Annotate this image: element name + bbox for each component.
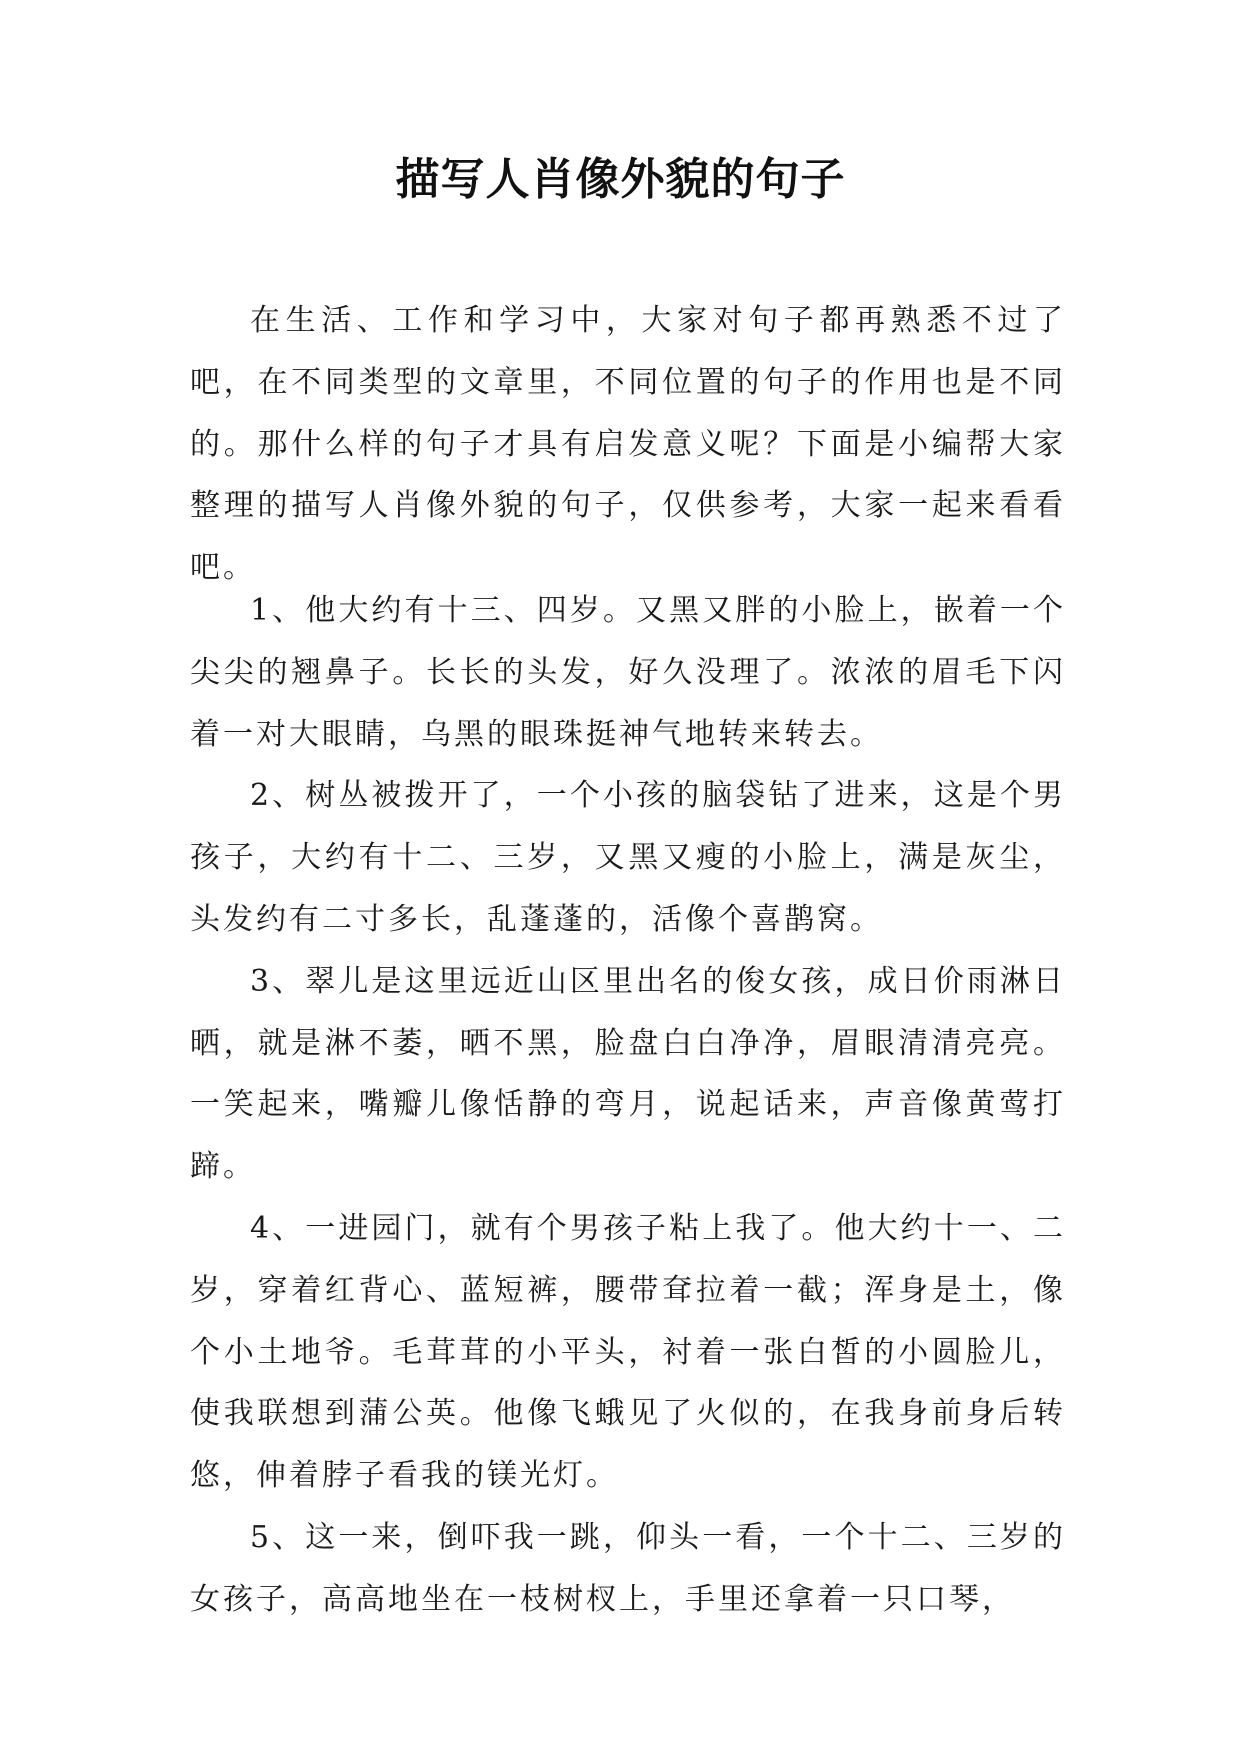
intro-section [190, 290, 1066, 599]
document-title: 描写人肖像外貌的句子 [395, 154, 846, 205]
intro-paragraph: 在生活、工作和学习中，大家对句子都再熟悉不过了吧，在不同类型的文章里，不同位置的句子的作用也是不同的。那什么样的句子才具有启发意义呢？下面是小编帮大家整理的描写人肖像外貌的句子，仅供参考，大家一起来看看吧。 [190, 303, 1066, 586]
sentence-list [190, 580, 1066, 1631]
sentence-item-4: 4、一进园门，就有个男孩子粘上我了。他大约十一、二岁，穿着红背心、蓝短裤，腰带耷拉着一截；浑身是土，像个小土地爷。毛茸茸的小平头，衬着一张白皙的小圆脸儿，使我联想到蒲公英。他像飞蛾见了火似的，在我身前身后转悠，伸着脖子看我的镁光灯。 [190, 1210, 1066, 1494]
sentence-item-1: 1、他大约有十三、四岁。又黑又胖的小脸上，嵌着一个尖尖的翘鼻子。长长的头发，好久没理了。浓浓的眉毛下闪着一对大眼睛，乌黑的眼珠挺神气地转来转去。 [190, 593, 1066, 752]
sentence-item-3: 3、翠儿是这里远近山区里出名的俊女孩，成日价雨淋日晒，就是淋不萎，晒不黑，脸盘白白净净，眉眼清清亮亮。一笑起来，嘴瓣儿像恬静的弯月，说起话来，声音像黄莺打蹄。 [190, 963, 1066, 1185]
sentence-item-5: 5、这一来，倒吓我一跳，仰头一看，一个十二、三岁的女孩子，高高地坐在一枝树杈上，手里还拿着一只口琴， [190, 1519, 1066, 1617]
sentence-item-2: 2、树丛被拨开了，一个小孩的脑袋钻了进来，这是个男孩子，大约有十二、三岁，又黑又瘦的小脸上，满是灰尘，头发约有二寸多长，乱蓬蓬的，活像个喜鹊窝。 [190, 778, 1066, 937]
